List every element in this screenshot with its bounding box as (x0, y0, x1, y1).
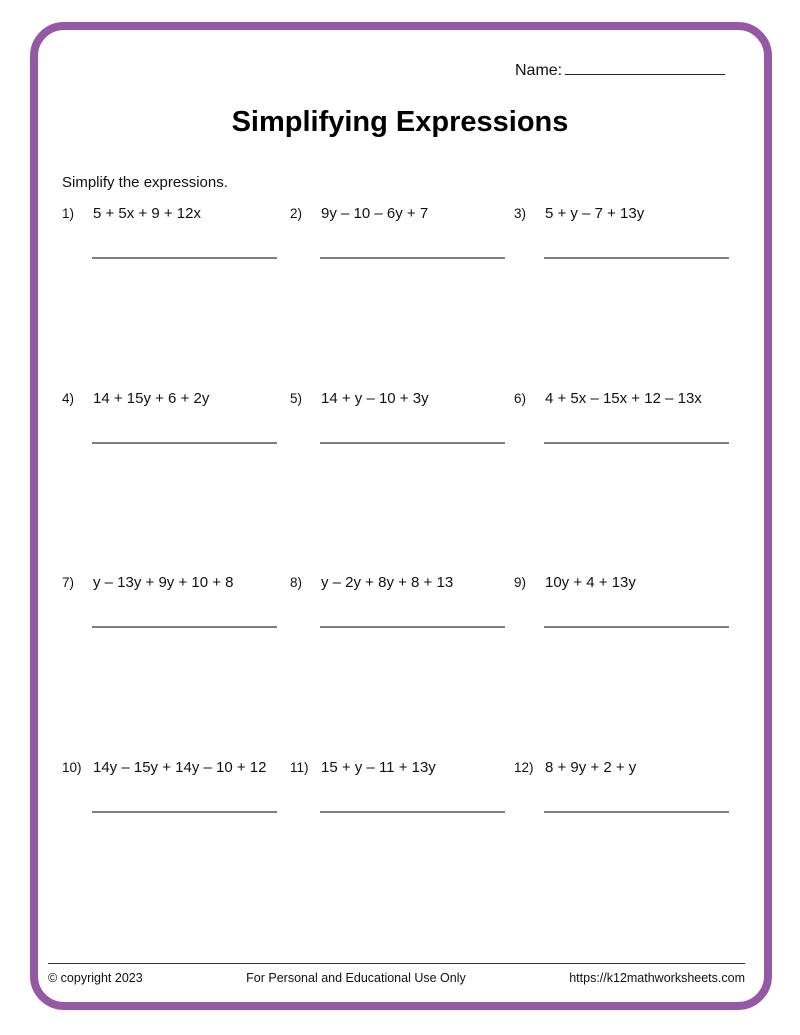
problem-number: 6) (514, 390, 527, 406)
problem-7 (62, 573, 290, 758)
problem-expression: 9y – 10 – 6y + 7 (321, 205, 429, 222)
problem-number: 7) (62, 575, 75, 590)
answer-blank-line (320, 442, 505, 444)
answer-blank-line (320, 811, 505, 813)
problem-number: 10) (62, 759, 82, 775)
answer-blank-line (92, 626, 277, 628)
problem-4 (62, 389, 290, 574)
problem-8 (290, 573, 514, 758)
problem-expression: y – 2y + 8y + 8 + 13 (321, 574, 454, 591)
name-row (515, 60, 725, 80)
answer-blank-line (92, 811, 277, 813)
problem-number: 9) (514, 575, 527, 590)
page-title: Simplifying Expressions (231, 106, 569, 138)
problem-2 (290, 204, 514, 389)
problem-number: 8) (290, 575, 303, 590)
problem-5 (290, 389, 514, 574)
problem-1 (62, 204, 290, 389)
problem-expression: 5 + 5x + 9 + 12x (93, 205, 201, 222)
problem-10 (62, 758, 290, 943)
instruction-text: Simplify the expressions. (62, 174, 228, 191)
copyright-text: © copyright 2023 (48, 971, 143, 985)
problem-number: 5) (290, 390, 303, 406)
answer-blank-line (320, 257, 505, 259)
problem-12 (514, 758, 738, 943)
problem-6 (514, 389, 738, 574)
website-link[interactable]: https://k12mathworksheets.com (569, 971, 745, 985)
footer (48, 971, 745, 985)
problem-3 (514, 204, 738, 389)
problem-number: 1) (62, 206, 75, 221)
problem-11 (290, 758, 514, 943)
answer-blank-line (92, 442, 277, 444)
problem-number: 2) (290, 206, 303, 221)
problem-expression: 14y – 15y + 14y – 10 + 12 (93, 758, 267, 776)
problem-expression: 4 + 5x – 15x + 12 – 13x (545, 389, 702, 407)
problem-number: 12) (514, 759, 534, 775)
problem-expression: y – 13y + 9y + 10 + 8 (93, 574, 234, 591)
problem-number: 4) (62, 390, 75, 406)
name-label: Name: (515, 62, 563, 79)
answer-blank-line (320, 626, 505, 628)
problem-expression: 10y + 4 + 13y (545, 574, 636, 591)
answer-blank-line (544, 811, 729, 813)
problem-expression: 8 + 9y + 2 + y (545, 758, 637, 776)
problem-expression: 14 + y – 10 + 3y (321, 389, 429, 407)
problem-number: 3) (514, 206, 527, 221)
footer-divider (48, 963, 745, 964)
answer-blank-line (92, 257, 277, 259)
answer-blank-line (544, 626, 729, 628)
problem-expression: 15 + y – 11 + 13y (321, 758, 436, 776)
problem-expression: 5 + y – 7 + 13y (545, 205, 645, 222)
problem-number: 11) (290, 759, 309, 775)
name-blank-line (565, 60, 725, 75)
problems-grid (62, 204, 742, 942)
answer-blank-line (544, 442, 729, 444)
problem-9 (514, 573, 738, 758)
usage-text: For Personal and Educational Use Only (246, 971, 466, 985)
answer-blank-line (544, 257, 729, 259)
problem-expression: 14 + 15y + 6 + 2y (93, 389, 210, 407)
